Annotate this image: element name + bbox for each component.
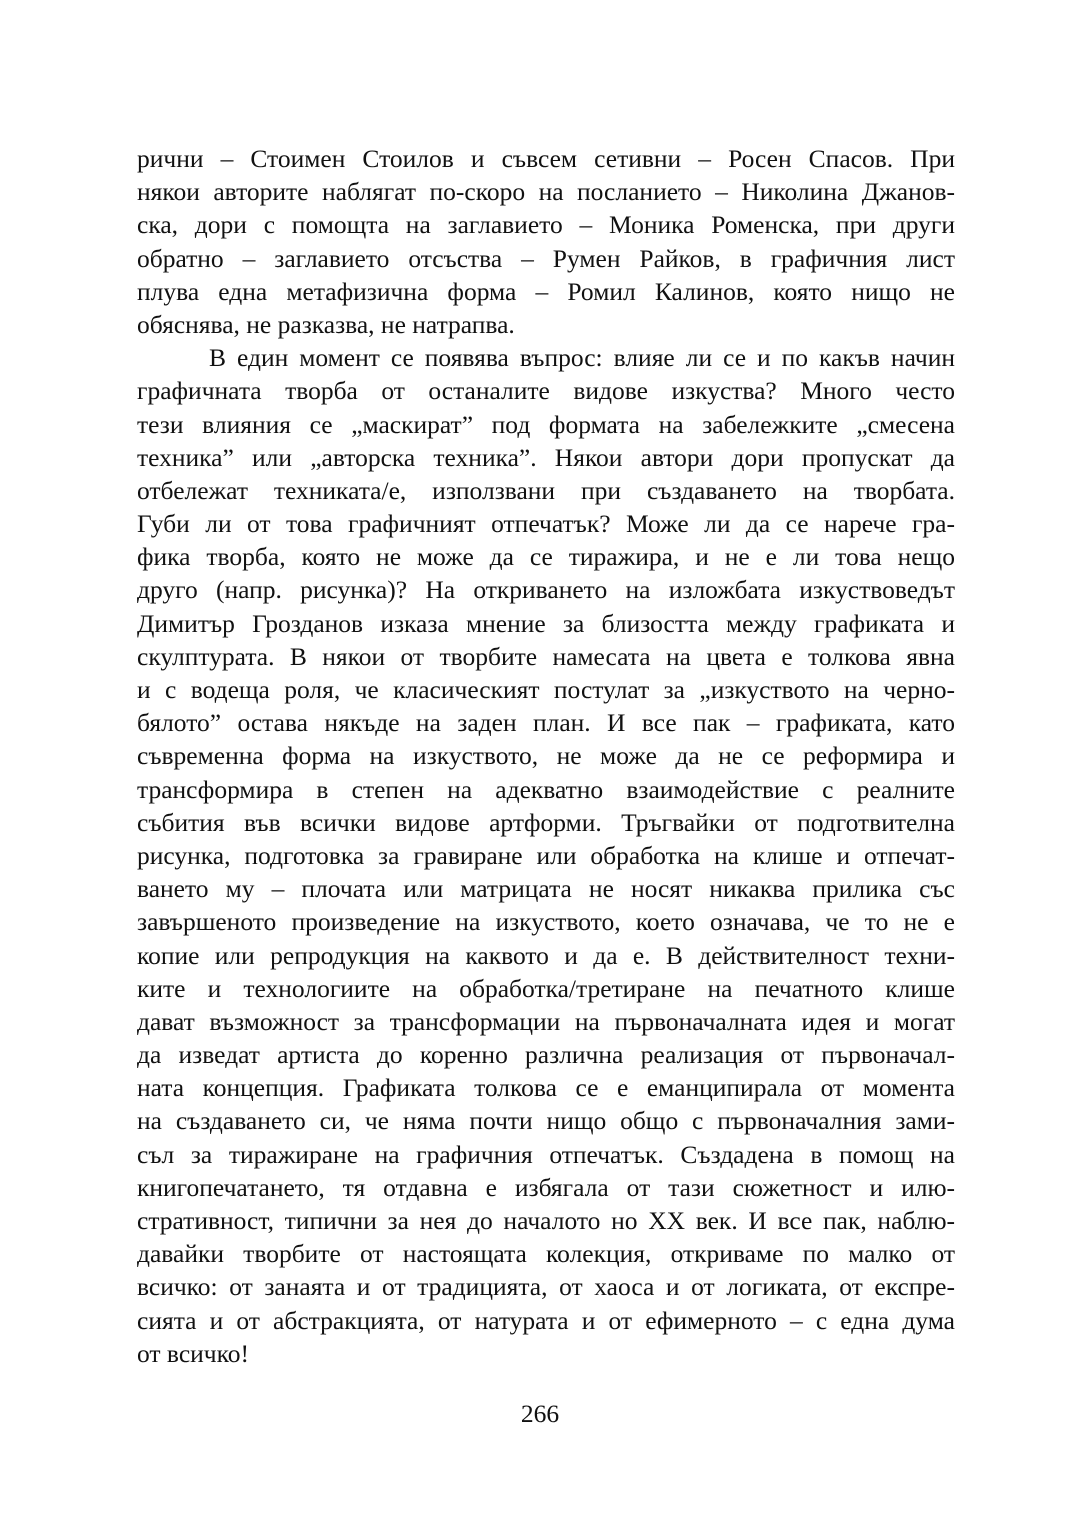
text-line: тези влияния се „маскират” под формата на забележките „смесена [137,409,955,439]
text-line: трансформира в степен на адекватно взаимодействие с реалните [137,774,955,804]
text-line: фика творба, която не може да се тиражира, и не е ли това нещо [137,542,955,572]
body-text [137,142,955,1370]
text-line: плува една метафизична форма – Ромил Калинов, която нищо не [137,276,955,306]
text-line: книгопечатането, тя отдавна е избягала от тази сюжетност и илю- [137,1172,955,1202]
text-line: Димитър Грозданов изказа мнение за близостта между графиката и [137,608,955,638]
text-line: Губи ли от това графичният отпечатък? Може ли да се нарече гра- [137,509,955,539]
text-line: отбележат техниката/е, използвани при създаването на творбата. [137,475,955,505]
text-line: В един момент се появява въпрос: влияе ли се и по какъв начин [209,343,955,373]
text-line: сията и от абстракцията, от натурата и от ефимерното – с една дума [137,1305,955,1335]
text-line: рични – Стоимен Стоилов и съвсем сетивни – Росен Спасов. При [137,144,955,173]
text-line: и с водеща роля, че класическият постулат за „изкуството на черно- [137,675,955,704]
text-line: стративност, типични за нея до началото но XX век. И все пак, наблю- [137,1206,955,1235]
text-line: ките и технологиите на обработка/третиране на печатното клише [137,973,955,1003]
text-line: техника” или „авторска техника”. Някои автори дори пропускат да [137,442,955,472]
text-line: рисунка, подготовка за гравиране или обработка на клише и отпечат- [137,840,955,870]
text-line: всичко: от занаята и от традицията, от хаоса и от логиката, от експре- [137,1272,955,1302]
paragraph-1 [137,142,955,341]
text-line: ването му – плочата или матрицата не носят никаква прилика със [137,874,955,904]
text-line: скулптурата. В някои от творбите намесата на цвета е толкова явна [137,641,955,671]
text-line: обяснява, не разказва, не натрапва. [137,309,515,339]
text-line: да изведат артиста до коренно различна реализация от първоначал- [137,1040,955,1070]
text-line: дават възможност за трансформации на първоначалната идея и могат [137,1006,955,1036]
text-line: събития във всички видове артформи. Тръгвайки от подготвителна [137,807,955,837]
text-line: друго (напр. рисунка)? На откриването на изложбата изкуствоведът [137,575,955,605]
text-line: ска, дори с помощта на заглавието – Моника Роменска, при други [137,210,955,240]
text-line: графичната творба от останалите видове изкуства? Много често [137,376,955,406]
text-line: бялото” остава някъде на заден план. И все пак – графиката, като [137,708,955,738]
text-line: обратно – заглавието отсъства – Румен Райков, в графичния лист [137,243,955,273]
text-line: давайки творбите от настоящата колекция, откриваме по малко от [137,1239,955,1269]
page-number: 266 [520,1399,560,1428]
text-line: на създаването си, че няма почти нищо общо с първоначалния зами- [137,1106,955,1136]
text-line: съвременна форма на изкуството, не може да не се реформира и [137,741,955,771]
text-line: ната концепция. Графиката толкова се е еманципирала от момента [137,1073,955,1103]
text-line: съл за тиражиране на графичния отпечатък. Създадена в помощ на [137,1139,955,1169]
paragraph-2 [137,341,955,1370]
text-line: от всичко! [137,1338,249,1368]
text-line: копие или репродукция на каквото и да е. В действителност техни- [137,940,955,970]
text-line: някои авторите наблягат по-скоро на посланието – Николина Джанов- [137,177,955,207]
text-line: завършеното произведение на изкуството, което означава, че то не е [137,907,955,937]
